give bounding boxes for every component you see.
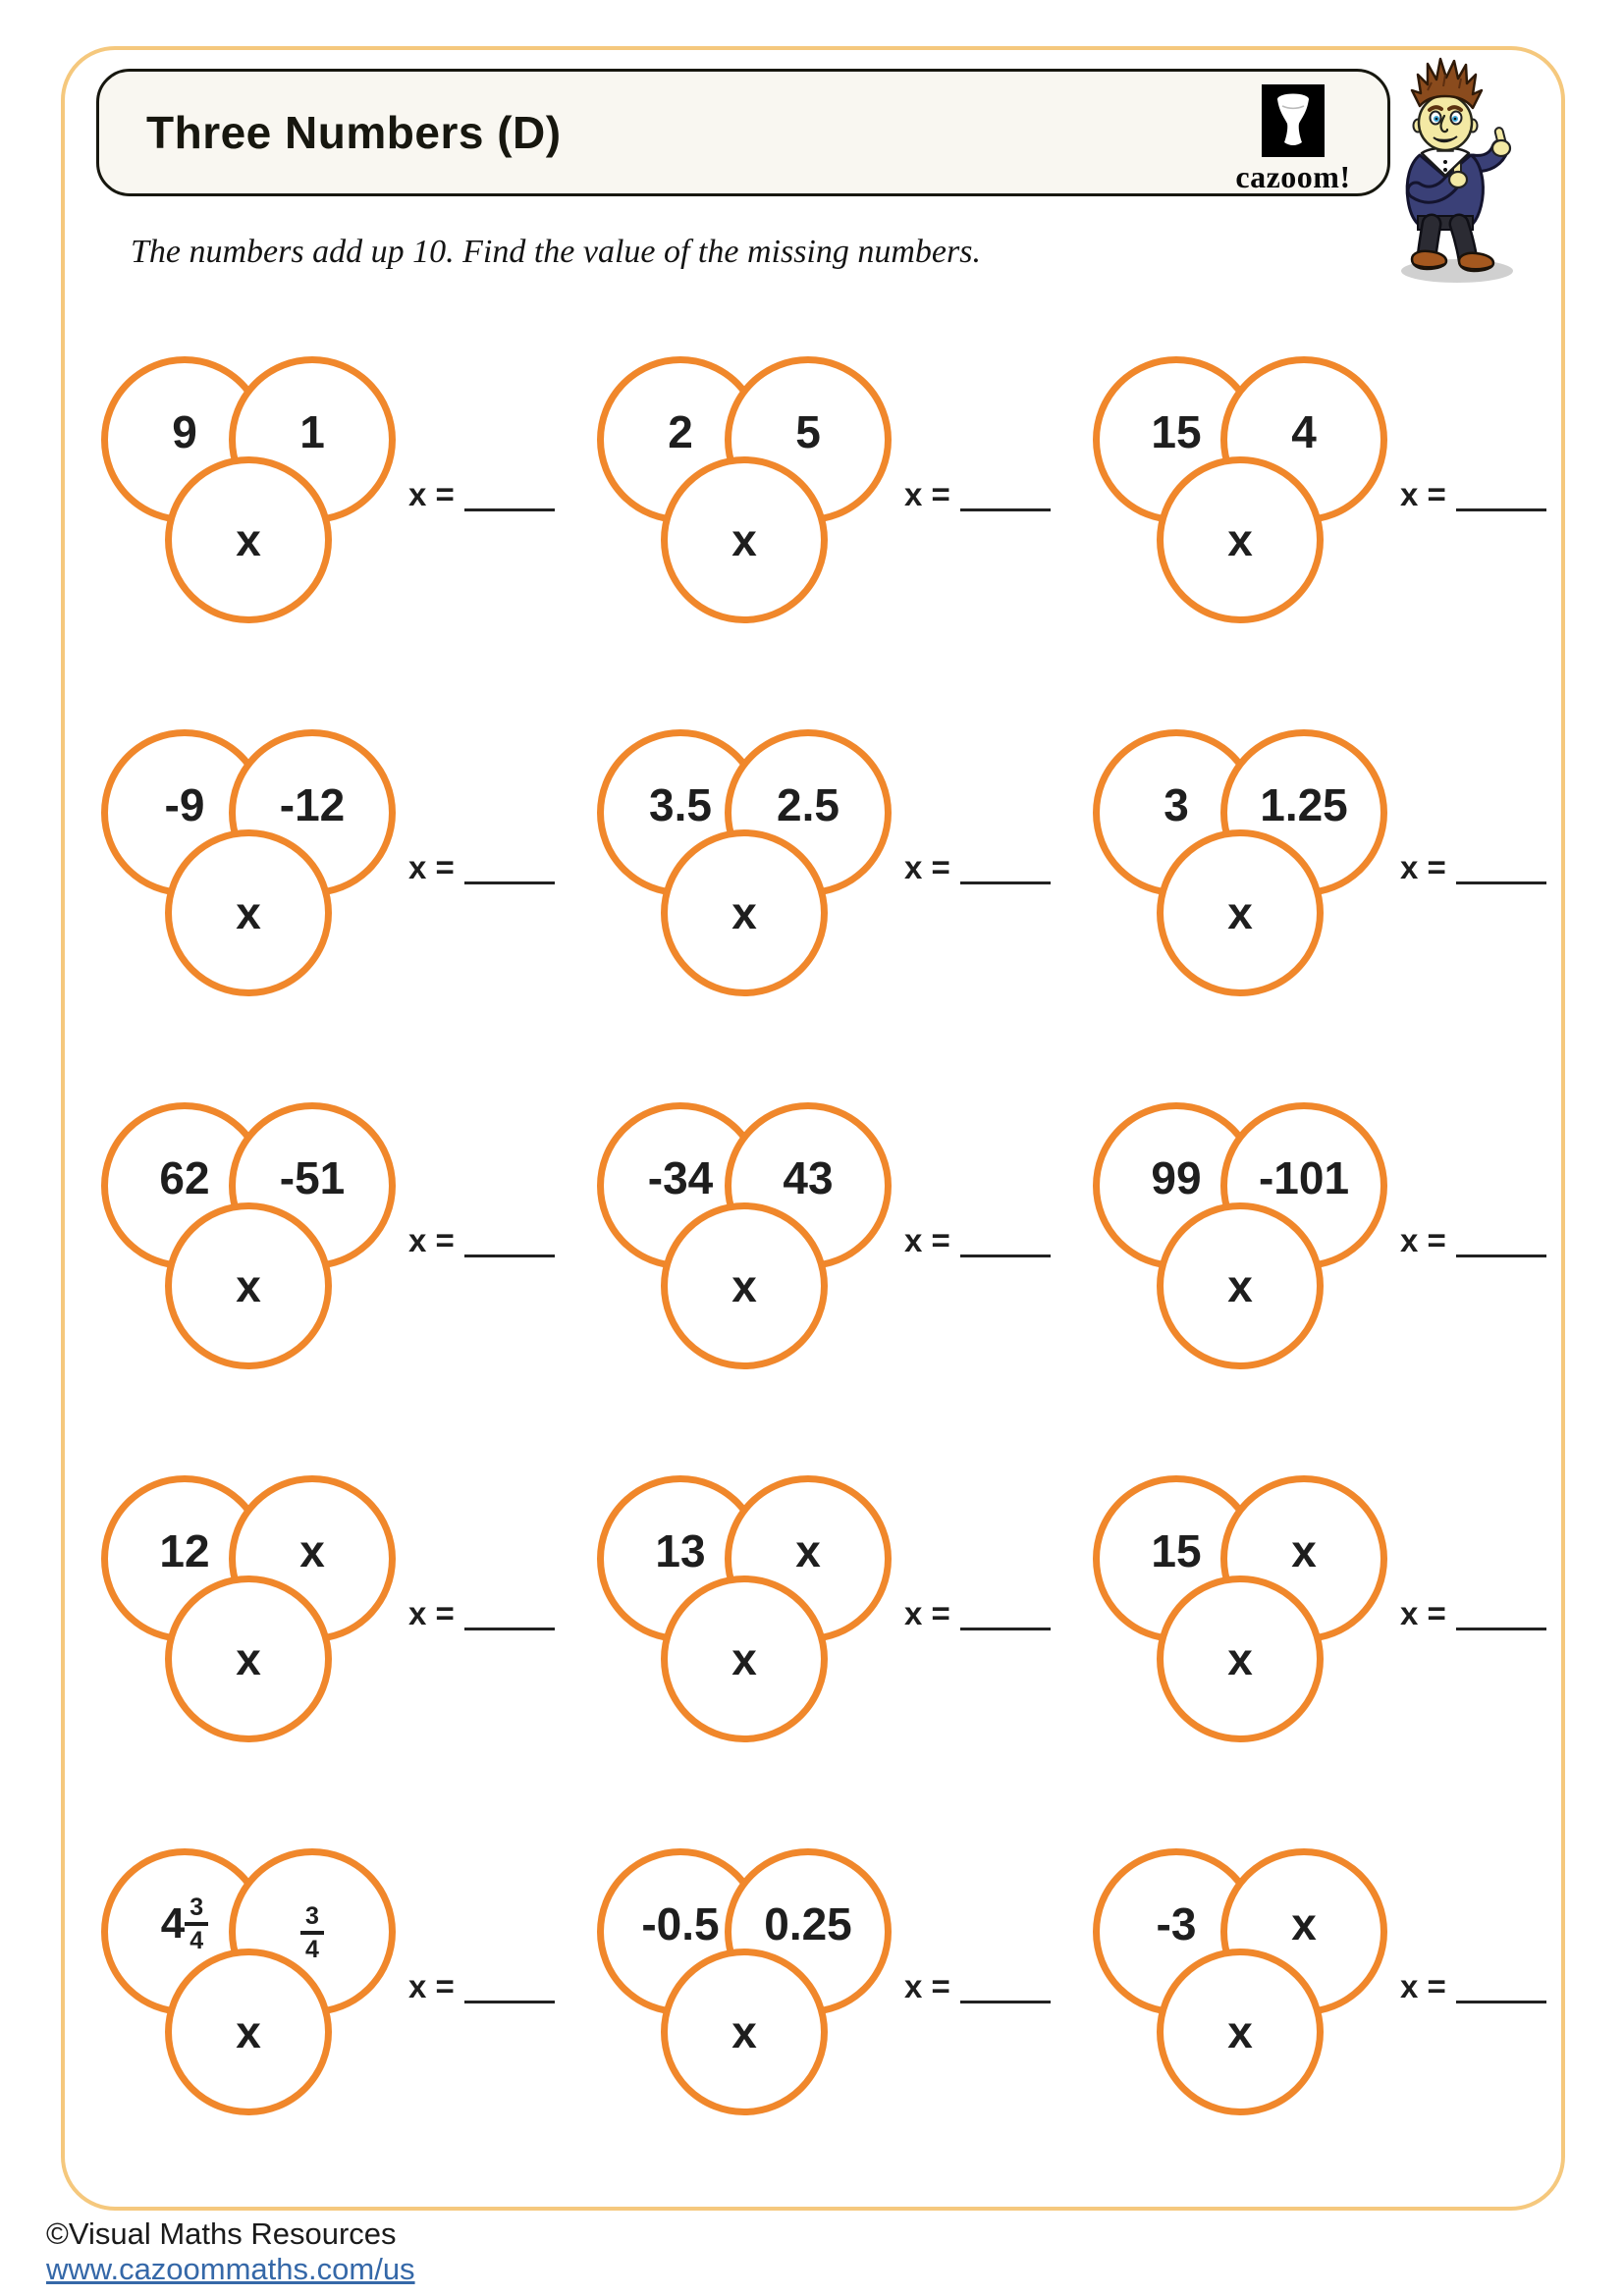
problem-cell [597, 729, 1088, 1024]
answer-label: x = [408, 849, 455, 885]
answer-blank [960, 2001, 1051, 2003]
answer-label: x = [1400, 1222, 1446, 1258]
value-top-left: 9 [172, 406, 197, 457]
answer-row [1400, 1968, 1546, 2005]
circle-bottom [661, 456, 828, 623]
value-bottom: x [731, 1260, 757, 1311]
answer-label: x = [408, 1222, 455, 1258]
answer-blank [1456, 881, 1546, 884]
answer-label: x = [408, 476, 455, 512]
answer-blank [1456, 1255, 1546, 1257]
answer-label: x = [904, 849, 950, 885]
answer-label: x = [1400, 1595, 1446, 1631]
value-top-right: $\frac{3}{4}$ [300, 1886, 324, 1963]
problem-cell [597, 1102, 1088, 1397]
drum-icon [1262, 84, 1325, 157]
value-top-left: 99 [1151, 1152, 1202, 1203]
value-top-left: -9 [164, 779, 205, 830]
mascot-boy-illustration [1371, 51, 1545, 295]
value-top-right: x [795, 1525, 821, 1576]
page-title: Three Numbers (D) [146, 107, 562, 158]
circle-bottom [661, 1575, 828, 1742]
value-bottom: x [236, 887, 261, 938]
answer-row [1400, 1595, 1546, 1632]
answer-row [408, 849, 555, 886]
problem-cell [597, 356, 1088, 651]
answer-row [408, 1968, 555, 2005]
value-top-left: 15 [1151, 406, 1202, 457]
value-top-left: 3 [1164, 779, 1189, 830]
circle-bottom [1157, 456, 1324, 623]
answer-blank [960, 1255, 1051, 1257]
value-bottom: x [236, 1633, 261, 1684]
value-bottom: x [731, 1633, 757, 1684]
answer-label: x = [1400, 476, 1446, 512]
value-bottom: x [731, 887, 757, 938]
circle-bottom [661, 1202, 828, 1369]
value-top-right: -101 [1258, 1152, 1350, 1203]
answer-blank [464, 1628, 555, 1630]
answer-row [904, 1595, 1051, 1632]
value-top-right: 43 [783, 1152, 834, 1203]
answer-label: x = [904, 1968, 950, 2004]
value-top-left: 4 $\frac{3}{4}$ [161, 1895, 208, 1954]
value-bottom: x [1227, 514, 1253, 565]
value-top-left: 2 [668, 406, 693, 457]
circle-bottom [1157, 1575, 1324, 1742]
value-top-right: -51 [279, 1152, 346, 1203]
cazoom-logo [1228, 84, 1358, 195]
value-top-left: -34 [647, 1152, 714, 1203]
value-bottom: x [731, 2006, 757, 2057]
instruction-text: The numbers add up 10. Find the value of the missing numbers. [131, 234, 981, 270]
circle-bottom [165, 1575, 332, 1742]
answer-blank [464, 2001, 555, 2003]
footer-copyright: ©Visual Maths Resources [46, 2216, 397, 2251]
value-top-right: x [1291, 1525, 1317, 1576]
problem-cell [101, 729, 592, 1024]
answer-row [904, 849, 1051, 886]
value-bottom: x [1227, 887, 1253, 938]
answer-row [904, 1968, 1051, 2005]
answer-blank [1456, 1628, 1546, 1630]
value-top-left: -0.5 [641, 1898, 720, 1949]
answer-row [1400, 476, 1546, 513]
value-bottom: x [731, 514, 757, 565]
answer-row [904, 476, 1051, 513]
value-bottom: x [1227, 1633, 1253, 1684]
problem-cell [597, 1475, 1088, 1770]
answer-label: x = [904, 1595, 950, 1631]
answer-label: x = [904, 1222, 950, 1258]
value-top-left: 13 [655, 1525, 706, 1576]
value-top-right: 2.5 [777, 779, 839, 830]
value-top-left: 62 [159, 1152, 210, 1203]
problem-cell [101, 356, 592, 651]
answer-label: x = [904, 476, 950, 512]
value-top-left: -3 [1156, 1898, 1197, 1949]
answer-blank [960, 881, 1051, 884]
answer-blank [464, 508, 555, 511]
problem-cell [1093, 729, 1584, 1024]
answer-blank [1456, 508, 1546, 511]
value-bottom: x [236, 514, 261, 565]
value-top-left: 12 [159, 1525, 210, 1576]
answer-blank [1456, 2001, 1546, 2003]
value-top-right: 4 [1291, 406, 1317, 457]
answer-blank [960, 508, 1051, 511]
value-bottom: x [1227, 2006, 1253, 2057]
value-top-right: 1.25 [1260, 779, 1348, 830]
circle-bottom [165, 456, 332, 623]
answer-label: x = [1400, 1968, 1446, 2004]
answer-blank [464, 1255, 555, 1257]
answer-blank [464, 881, 555, 884]
problem-cell [101, 1848, 592, 2143]
answer-label: x = [1400, 849, 1446, 885]
value-bottom: x [236, 1260, 261, 1311]
answer-row [904, 1222, 1051, 1259]
problem-cell [1093, 1102, 1584, 1397]
value-top-left: 3.5 [649, 779, 712, 830]
answer-label: x = [408, 1595, 455, 1631]
answer-row [408, 1222, 555, 1259]
value-top-right: 5 [795, 406, 821, 457]
value-bottom: x [1227, 1260, 1253, 1311]
circle-bottom [165, 1202, 332, 1369]
value-top-left: 15 [1151, 1525, 1202, 1576]
title-box [96, 69, 1390, 196]
answer-row [408, 1595, 555, 1632]
circle-bottom [1157, 829, 1324, 996]
footer-link[interactable]: www.cazoommaths.com/us [46, 2252, 415, 2286]
problem-cell [1093, 1475, 1584, 1770]
circle-bottom [1157, 1202, 1324, 1369]
circle-bottom [165, 829, 332, 996]
answer-row [1400, 849, 1546, 886]
problem-cell [101, 1475, 592, 1770]
value-top-right: -12 [279, 779, 346, 830]
value-top-right: 1 [299, 406, 325, 457]
value-top-right: 0.25 [764, 1898, 852, 1949]
problem-cell [597, 1848, 1088, 2143]
value-top-right: x [299, 1525, 325, 1576]
answer-label: x = [408, 1968, 455, 2004]
circle-bottom [1157, 1949, 1324, 2115]
answer-row [408, 476, 555, 513]
problem-cell [101, 1102, 592, 1397]
logo-text: cazoom! [1235, 159, 1351, 194]
circle-bottom [661, 1949, 828, 2115]
value-top-right: x [1291, 1898, 1317, 1949]
problem-cell [1093, 1848, 1584, 2143]
circle-bottom [165, 1949, 332, 2115]
circle-bottom [661, 829, 828, 996]
value-bottom: x [236, 2006, 261, 2057]
problem-cell [1093, 356, 1584, 651]
answer-blank [960, 1628, 1051, 1630]
answer-row [1400, 1222, 1546, 1259]
